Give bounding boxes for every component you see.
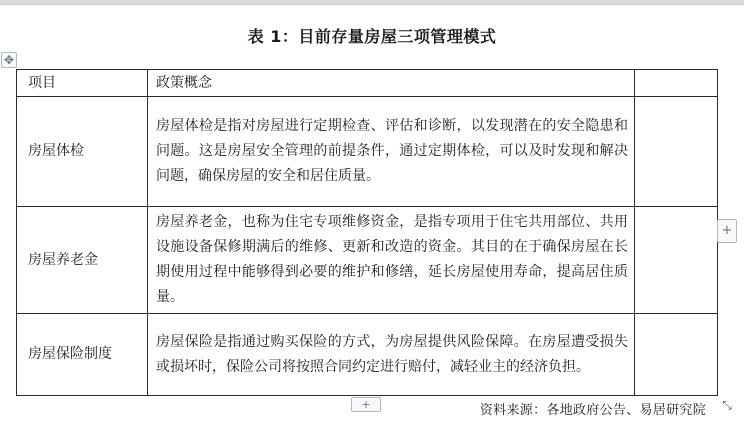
table-row	[17, 97, 718, 207]
header-extra	[635, 70, 718, 97]
row-concept: 房屋保险是指通过购买保险的方式，为房屋提供风险保障。在房屋遭受损失或损坏时，保险公司将按照合同约定进行赔付，减轻业主的经济负担。	[148, 314, 635, 396]
policy-table	[16, 69, 718, 396]
row-extra	[635, 207, 718, 314]
resize-icon[interactable]: ⤡	[722, 398, 732, 412]
row-item: 房屋体检	[17, 97, 148, 207]
row-extra	[635, 97, 718, 207]
row-item: 房屋保险制度	[17, 314, 148, 396]
header-concept: 政策概念	[148, 70, 635, 97]
move-icon[interactable]: ✥	[1, 52, 17, 68]
row-item: 房屋养老金	[17, 207, 148, 314]
row-concept: 房屋养老金，也称为住宅专项维修资金，是指专项用于住宅共用部位、共用设施设备保修期满后的维修、更新和改造的资金。其目的在于确保房屋在长期使用过程中能够得到必要的维护和修缮，延长房屋使用寿命，提高居住质量。	[148, 207, 635, 314]
add-row-button[interactable]: +	[351, 397, 381, 412]
table-header-row	[17, 70, 718, 97]
source-note: 资料来源：各地政府公告、易居研究院	[479, 403, 706, 418]
table-row	[17, 314, 718, 396]
table-row	[17, 207, 718, 314]
table-title: 表 1：目前存量房屋三项管理模式	[247, 27, 497, 46]
row-extra	[635, 314, 718, 396]
row-concept: 房屋体检是指对房屋进行定期检查、评估和诊断，以发现潜在的安全隐患和问题。这是房屋安全管理的前提条件，通过定期体检，可以及时发现和解决问题，确保房屋的安全和居住质量。	[148, 97, 635, 207]
add-column-button[interactable]: +	[717, 219, 737, 243]
header-item: 项目	[17, 70, 148, 97]
top-edge-bar	[0, 0, 744, 5]
